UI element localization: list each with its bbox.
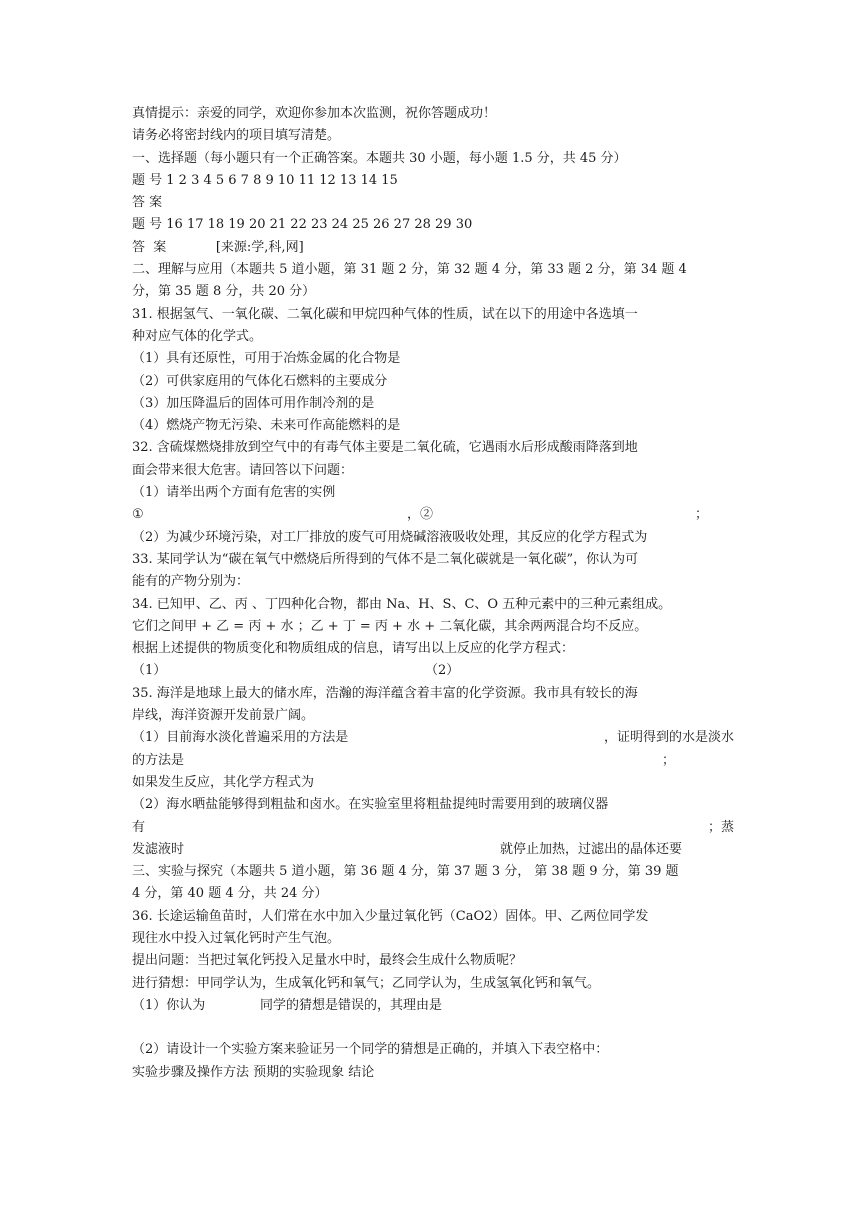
experiment-table-header: 实验步骤及操作方法 预期的实验现象 结论 (132, 1064, 375, 1080)
blank-label-2: ，② (407, 507, 434, 523)
question-34-answer-blanks (132, 660, 734, 682)
question-33-text-cont: 能有的产物分别为： (132, 574, 250, 590)
answer-grid-row-1-numbers: 题 号 1 2 3 4 5 6 7 8 9 10 11 12 13 14 15 (132, 172, 398, 188)
blank-label-2: （2） (425, 663, 460, 679)
question-36-text: 36. 长途运输鱼苗时，人们常在水中加入少量过氧化钙（CaO2）固体。甲、乙两位同学发 (132, 908, 649, 924)
question-35-part-1-cont (132, 750, 734, 772)
section-3-heading: 三、实验与探究（本题共 5 道小题，第 36 题 4 分，第 37 题 3 分， 第 38 题 9 分，第 39 题 (132, 864, 679, 880)
section-1-heading: 一、选择题（每小题只有一个正确答案。本题共 30 小题，每小题 1.5 分，共 45 分） (132, 150, 627, 166)
question-31-text-cont: 种对应气体的化学式。 (132, 328, 263, 344)
question-32-answer-blanks (132, 504, 734, 526)
question-34-instruction: 根据上述提供的物质变化和物质组成的信息，请写出以上反应的化学方程式： (132, 641, 575, 657)
answer-space (132, 1017, 734, 1039)
question-34-text-cont: 它们之间甲 + 乙 = 丙 + 水 ；乙 + 丁 = 丙 + 水 + 二氧化碳，其余两两混合均不反应。 (132, 618, 648, 634)
exam-document (132, 103, 734, 1084)
question-31-part-2: （2）可供家庭用的气体化石燃料的主要成分 (132, 373, 388, 389)
question-32-part-2: （2）为减少环境污染，对工厂排放的废气可用烧碱溶液吸收处理，其反应的化学方程式为 (132, 529, 648, 545)
section-2-heading-cont: 分，第 35 题 8 分，共 20 分） (132, 284, 316, 300)
q35-1-left: （1）目前海水淡化普遍采用的方法是 (132, 730, 349, 746)
question-31-part-3: （3）加压降温后的固体可用作制冷剂的是 (132, 395, 375, 411)
question-32-text-cont: 面会带来很大危害。请回答以下问题： (132, 462, 354, 478)
question-35-part-2-end (132, 839, 734, 861)
answer-grid-row-2-numbers: 题 号 16 17 18 19 20 21 22 23 24 25 26 27 28 29 30 (132, 217, 473, 233)
q35-1-right: ，证明得到的水是淡水 (603, 730, 734, 746)
q35-1b-right: ； (662, 752, 676, 768)
blank-label-1: （1） (132, 663, 167, 679)
question-35-text: 35. 海洋是地球上最大的储水库，浩瀚的海洋蕴含着丰富的化学资源。我市具有较长的海 (132, 685, 638, 701)
question-31-part-1: （1）具有还原性，可用于冶炼金属的化合物是 (132, 351, 401, 367)
question-35-part-2-cont (132, 817, 734, 839)
q35-2b-right: ；蒸 (707, 819, 734, 835)
question-31-text: 31. 根据氢气、一氧化碳、二氧化碳和甲烷四种气体的性质，试在以下的用途中各选填一 (132, 306, 638, 322)
q36-1-right: 同学的猜想是错误的，其理由是 (260, 997, 443, 1013)
question-32-text: 32. 含硫煤燃烧排放到空气中的有毒气体主要是二氧化硫，它遇雨水后形成酸雨降落到地 (132, 440, 638, 456)
blank-label-1: ① (132, 507, 144, 523)
question-32-part-1: （1）请举出两个方面有危害的实例 (132, 485, 336, 501)
question-36-hypothesis: 进行猜想：甲同学认为，生成氧化钙和氧气；乙同学认为，生成氢氧化钙和氧气。 (132, 975, 601, 991)
question-35-part-2: （2）海水晒盐能够得到粗盐和卤水。在实验室里将粗盐提纯时需要用到的玻璃仪器 (132, 797, 609, 813)
answer-grid-row-1-answers: 答 案 (132, 195, 163, 211)
q35-1b-left: 的方法是 (132, 752, 185, 768)
question-35-text-cont: 岸线，海洋资源开发前景广阔。 (132, 708, 315, 724)
question-31-part-4: （4）燃烧产物无污染、未来可作高能燃料的是 (132, 418, 401, 434)
blank-end: ； (695, 507, 709, 523)
question-35-part-1 (132, 727, 734, 749)
question-36-part-2: （2）请设计一个实验方案来验证另一个同学的猜想是正确的，并填入下表空格中： (132, 1042, 609, 1058)
question-36-part-1 (132, 995, 734, 1017)
answer-grid-row-2-answers: 答 案 [来源:学,科,网] (132, 239, 304, 255)
q35-2b-left: 有 (132, 819, 146, 835)
question-33-text: 33. 某同学认为“碳在氧气中燃烧后所得到的气体不是二氧化碳就是一氧化碳”，你认为可 (132, 551, 639, 567)
q35-2c-left: 发滤液时 (132, 841, 185, 857)
q36-1-left: （1）你认为 (132, 997, 206, 1013)
intro-instruction: 请务必将密封线内的项目填写清楚。 (132, 128, 341, 144)
intro-tip: 真情提示：亲爱的同学，欢迎你参加本次监测，祝你答题成功！ (132, 106, 497, 121)
question-36-problem: 提出问题：当把过氧化钙投入足量水中时，最终会生成什么物质呢？ (132, 953, 523, 969)
question-35-part-1-equation: 如果发生反应，其化学方程式为 (132, 774, 315, 790)
section-2-heading: 二、理解与应用（本题共 5 道小题，第 31 题 2 分，第 32 题 4 分，第 33 题 2 分，第 34 题 4 (132, 262, 687, 278)
section-3-heading-cont: 4 分，第 40 题 4 分，共 24 分） (132, 886, 328, 902)
q35-2c-right: 就停止加热，过滤出的晶体还要 (500, 841, 683, 857)
question-34-text: 34. 已知甲、乙、丙 、丁四种化合物，都由 Na、H、S、C、O 五种元素中的三种元素组成。 (132, 596, 672, 612)
question-36-text-cont: 现往水中投入过氧化钙时产生气泡。 (132, 930, 341, 946)
